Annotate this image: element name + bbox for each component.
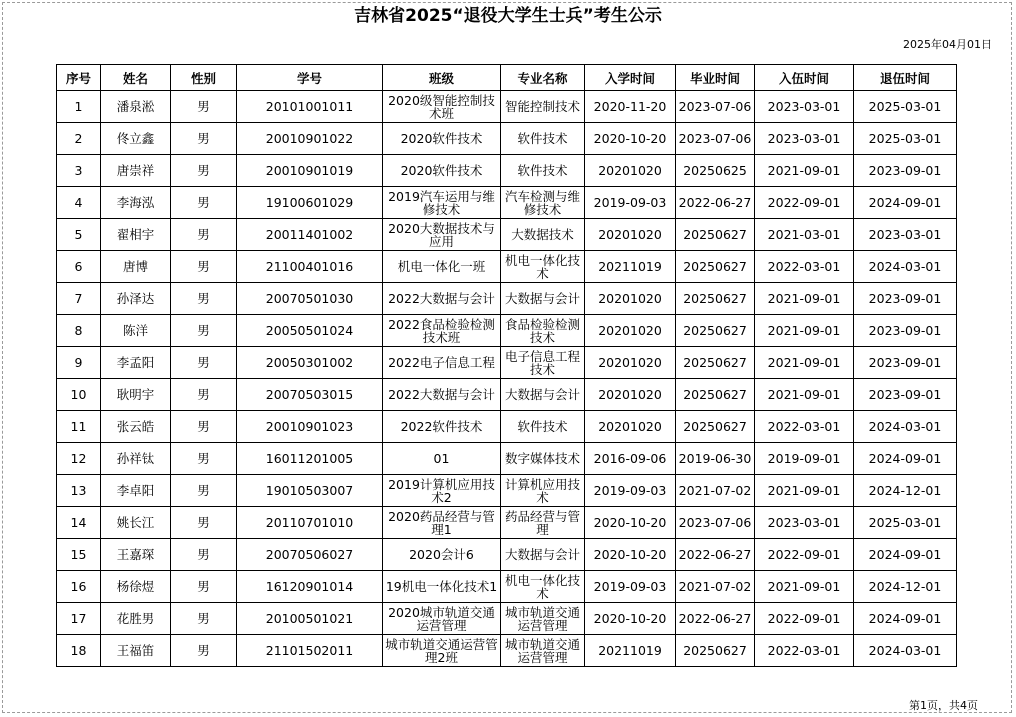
cell-student-id: 16011201005 bbox=[237, 443, 383, 475]
cell-gender: 男 bbox=[171, 315, 237, 347]
cell-name: 陈洋 bbox=[101, 315, 171, 347]
cell-gender: 男 bbox=[171, 347, 237, 379]
cell-enlist-date: 2021-09-01 bbox=[755, 475, 854, 507]
cell-gender: 男 bbox=[171, 155, 237, 187]
cell-index: 9 bbox=[57, 347, 101, 379]
cell-discharge-date: 2024-12-01 bbox=[854, 475, 957, 507]
table-row bbox=[57, 507, 957, 539]
cell-major: 数字媒体技术 bbox=[501, 443, 585, 475]
cell-major: 机电一体化技术 bbox=[501, 571, 585, 603]
cell-name: 李孟阳 bbox=[101, 347, 171, 379]
header-col-gender: 性别 bbox=[171, 65, 237, 91]
cell-enlist-date: 2022-09-01 bbox=[755, 539, 854, 571]
cell-enroll-date: 2019-09-03 bbox=[585, 475, 676, 507]
cell-index: 10 bbox=[57, 379, 101, 411]
cell-discharge-date: 2024-03-01 bbox=[854, 411, 957, 443]
cell-grad-date: 2021-07-02 bbox=[676, 475, 755, 507]
cell-index: 18 bbox=[57, 635, 101, 667]
cell-grad-date: 2021-07-02 bbox=[676, 571, 755, 603]
table-row bbox=[57, 251, 957, 283]
cell-class: 2020级智能控制技术班 bbox=[383, 91, 501, 123]
cell-name: 潘泉淞 bbox=[101, 91, 171, 123]
cell-major: 药品经营与管理 bbox=[501, 507, 585, 539]
cell-enroll-date: 2020-11-20 bbox=[585, 91, 676, 123]
cell-class: 2020药品经营与管理1 bbox=[383, 507, 501, 539]
cell-index: 15 bbox=[57, 539, 101, 571]
cell-student-id: 20010901022 bbox=[237, 123, 383, 155]
cell-index: 8 bbox=[57, 315, 101, 347]
table-row bbox=[57, 603, 957, 635]
cell-gender: 男 bbox=[171, 475, 237, 507]
cell-index: 11 bbox=[57, 411, 101, 443]
cell-class: 2020软件技术 bbox=[383, 155, 501, 187]
cell-enroll-date: 20201020 bbox=[585, 379, 676, 411]
cell-enlist-date: 2021-03-01 bbox=[755, 219, 854, 251]
cell-enlist-date: 2022-03-01 bbox=[755, 635, 854, 667]
cell-grad-date: 20250625 bbox=[676, 155, 755, 187]
cell-name: 耿明宇 bbox=[101, 379, 171, 411]
cell-enroll-date: 2019-09-03 bbox=[585, 571, 676, 603]
table-row bbox=[57, 539, 957, 571]
cell-name: 杨徐煜 bbox=[101, 571, 171, 603]
cell-discharge-date: 2023-09-01 bbox=[854, 155, 957, 187]
cell-student-id: 16120901014 bbox=[237, 571, 383, 603]
header-col-class: 班级 bbox=[383, 65, 501, 91]
cell-name: 佟立鑫 bbox=[101, 123, 171, 155]
cell-major: 大数据与会计 bbox=[501, 379, 585, 411]
cell-grad-date: 20250627 bbox=[676, 219, 755, 251]
table-row bbox=[57, 635, 957, 667]
cell-grad-date: 20250627 bbox=[676, 347, 755, 379]
cell-student-id: 20011401002 bbox=[237, 219, 383, 251]
header-col-discharge-date: 退伍时间 bbox=[854, 65, 957, 91]
cell-enroll-date: 20201020 bbox=[585, 411, 676, 443]
cell-discharge-date: 2023-09-01 bbox=[854, 347, 957, 379]
cell-discharge-date: 2024-09-01 bbox=[854, 603, 957, 635]
table-row bbox=[57, 219, 957, 251]
publish-date: 2025年04月01日 bbox=[903, 38, 992, 51]
cell-class: 2020会计6 bbox=[383, 539, 501, 571]
cell-name: 唐崇祥 bbox=[101, 155, 171, 187]
cell-enlist-date: 2021-09-01 bbox=[755, 571, 854, 603]
cell-class: 2022大数据与会计 bbox=[383, 283, 501, 315]
cell-index: 5 bbox=[57, 219, 101, 251]
cell-major: 软件技术 bbox=[501, 123, 585, 155]
cell-student-id: 19010503007 bbox=[237, 475, 383, 507]
cell-student-id: 20010901023 bbox=[237, 411, 383, 443]
cell-enroll-date: 20201020 bbox=[585, 315, 676, 347]
cell-discharge-date: 2025-03-01 bbox=[854, 123, 957, 155]
cell-gender: 男 bbox=[171, 507, 237, 539]
cell-gender: 男 bbox=[171, 635, 237, 667]
table-row bbox=[57, 379, 957, 411]
cell-discharge-date: 2023-09-01 bbox=[854, 379, 957, 411]
cell-class: 01 bbox=[383, 443, 501, 475]
cell-grad-date: 2022-06-27 bbox=[676, 187, 755, 219]
cell-class: 2022软件技术 bbox=[383, 411, 501, 443]
cell-index: 13 bbox=[57, 475, 101, 507]
cell-grad-date: 2023-07-06 bbox=[676, 123, 755, 155]
cell-class: 2020软件技术 bbox=[383, 123, 501, 155]
cell-gender: 男 bbox=[171, 539, 237, 571]
cell-gender: 男 bbox=[171, 571, 237, 603]
header-col-name: 姓名 bbox=[101, 65, 171, 91]
cell-enroll-date: 2020-10-20 bbox=[585, 603, 676, 635]
cell-enlist-date: 2021-09-01 bbox=[755, 347, 854, 379]
cell-discharge-date: 2024-09-01 bbox=[854, 443, 957, 475]
table-row bbox=[57, 315, 957, 347]
cell-major: 大数据与会计 bbox=[501, 539, 585, 571]
table-row bbox=[57, 347, 957, 379]
cell-grad-date: 2023-07-06 bbox=[676, 91, 755, 123]
cell-gender: 男 bbox=[171, 187, 237, 219]
cell-grad-date: 20250627 bbox=[676, 379, 755, 411]
header-col-student-id: 学号 bbox=[237, 65, 383, 91]
table-row bbox=[57, 91, 957, 123]
cell-name: 王嘉琛 bbox=[101, 539, 171, 571]
header-col-enlist-date: 入伍时间 bbox=[755, 65, 854, 91]
cell-gender: 男 bbox=[171, 411, 237, 443]
cell-student-id: 20070503015 bbox=[237, 379, 383, 411]
cell-class: 2019汽车运用与维修技术 bbox=[383, 187, 501, 219]
cell-discharge-date: 2025-03-01 bbox=[854, 507, 957, 539]
cell-enlist-date: 2023-03-01 bbox=[755, 507, 854, 539]
cell-gender: 男 bbox=[171, 379, 237, 411]
cell-student-id: 20070501030 bbox=[237, 283, 383, 315]
cell-enroll-date: 20211019 bbox=[585, 635, 676, 667]
cell-index: 3 bbox=[57, 155, 101, 187]
cell-enlist-date: 2023-03-01 bbox=[755, 91, 854, 123]
page-number: 第1页，共4页 bbox=[909, 699, 978, 712]
cell-major: 智能控制技术 bbox=[501, 91, 585, 123]
cell-discharge-date: 2024-09-01 bbox=[854, 187, 957, 219]
cell-grad-date: 2022-06-27 bbox=[676, 539, 755, 571]
cell-name: 李海泓 bbox=[101, 187, 171, 219]
cell-index: 1 bbox=[57, 91, 101, 123]
cell-gender: 男 bbox=[171, 219, 237, 251]
cell-class: 2022电子信息工程 bbox=[383, 347, 501, 379]
cell-discharge-date: 2024-03-01 bbox=[854, 635, 957, 667]
cell-index: 4 bbox=[57, 187, 101, 219]
table-row bbox=[57, 411, 957, 443]
cell-enlist-date: 2019-09-01 bbox=[755, 443, 854, 475]
cell-discharge-date: 2025-03-01 bbox=[854, 91, 957, 123]
cell-discharge-date: 2023-09-01 bbox=[854, 283, 957, 315]
table-header-row bbox=[57, 65, 957, 91]
cell-major: 大数据技术 bbox=[501, 219, 585, 251]
cell-enlist-date: 2021-09-01 bbox=[755, 315, 854, 347]
cell-index: 2 bbox=[57, 123, 101, 155]
cell-major: 食品检验检测技术 bbox=[501, 315, 585, 347]
cell-student-id: 21101502011 bbox=[237, 635, 383, 667]
cell-grad-date: 20250627 bbox=[676, 283, 755, 315]
table-row bbox=[57, 475, 957, 507]
cell-index: 16 bbox=[57, 571, 101, 603]
cell-name: 花胜男 bbox=[101, 603, 171, 635]
table-body bbox=[57, 91, 957, 667]
cell-student-id: 20100501021 bbox=[237, 603, 383, 635]
cell-name: 唐博 bbox=[101, 251, 171, 283]
cell-major: 计算机应用技术 bbox=[501, 475, 585, 507]
cell-gender: 男 bbox=[171, 251, 237, 283]
cell-discharge-date: 2023-03-01 bbox=[854, 219, 957, 251]
cell-class: 2022食品检验检测技术班 bbox=[383, 315, 501, 347]
cell-gender: 男 bbox=[171, 283, 237, 315]
cell-gender: 男 bbox=[171, 443, 237, 475]
cell-enroll-date: 20201020 bbox=[585, 155, 676, 187]
cell-index: 14 bbox=[57, 507, 101, 539]
cell-class: 2020大数据技术与应用 bbox=[383, 219, 501, 251]
cell-index: 17 bbox=[57, 603, 101, 635]
cell-class: 2019计算机应用技术2 bbox=[383, 475, 501, 507]
cell-enlist-date: 2021-09-01 bbox=[755, 379, 854, 411]
cell-name: 张云皓 bbox=[101, 411, 171, 443]
table-row bbox=[57, 187, 957, 219]
cell-index: 12 bbox=[57, 443, 101, 475]
roster-table bbox=[56, 64, 957, 667]
cell-enlist-date: 2023-03-01 bbox=[755, 123, 854, 155]
cell-class: 城市轨道交通运营管理2班 bbox=[383, 635, 501, 667]
cell-enroll-date: 20201020 bbox=[585, 347, 676, 379]
cell-name: 李卓阳 bbox=[101, 475, 171, 507]
cell-enroll-date: 2016-09-06 bbox=[585, 443, 676, 475]
cell-student-id: 20070506027 bbox=[237, 539, 383, 571]
cell-student-id: 19100601029 bbox=[237, 187, 383, 219]
table-row bbox=[57, 283, 957, 315]
cell-gender: 男 bbox=[171, 603, 237, 635]
cell-major: 机电一体化技术 bbox=[501, 251, 585, 283]
cell-student-id: 21100401016 bbox=[237, 251, 383, 283]
cell-discharge-date: 2024-03-01 bbox=[854, 251, 957, 283]
cell-enroll-date: 2020-10-20 bbox=[585, 539, 676, 571]
cell-grad-date: 2022-06-27 bbox=[676, 603, 755, 635]
cell-enlist-date: 2022-09-01 bbox=[755, 603, 854, 635]
cell-enlist-date: 2022-09-01 bbox=[755, 187, 854, 219]
cell-enroll-date: 2020-10-20 bbox=[585, 507, 676, 539]
cell-major: 大数据与会计 bbox=[501, 283, 585, 315]
cell-class: 19机电一体化技术1 bbox=[383, 571, 501, 603]
cell-major: 汽车检测与维修技术 bbox=[501, 187, 585, 219]
cell-enroll-date: 20201020 bbox=[585, 219, 676, 251]
cell-name: 孙泽达 bbox=[101, 283, 171, 315]
cell-discharge-date: 2023-09-01 bbox=[854, 315, 957, 347]
table-row bbox=[57, 571, 957, 603]
cell-grad-date: 20250627 bbox=[676, 251, 755, 283]
cell-enlist-date: 2021-09-01 bbox=[755, 155, 854, 187]
cell-major: 软件技术 bbox=[501, 155, 585, 187]
cell-gender: 男 bbox=[171, 91, 237, 123]
cell-student-id: 20050301002 bbox=[237, 347, 383, 379]
cell-name: 姚长江 bbox=[101, 507, 171, 539]
cell-enroll-date: 20201020 bbox=[585, 283, 676, 315]
table-row bbox=[57, 123, 957, 155]
cell-index: 6 bbox=[57, 251, 101, 283]
header-col-enroll-date: 入学时间 bbox=[585, 65, 676, 91]
cell-grad-date: 2019-06-30 bbox=[676, 443, 755, 475]
header-col-major: 专业名称 bbox=[501, 65, 585, 91]
cell-enlist-date: 2021-09-01 bbox=[755, 283, 854, 315]
cell-name: 孙祥钛 bbox=[101, 443, 171, 475]
cell-major: 城市轨道交通运营管理 bbox=[501, 603, 585, 635]
cell-grad-date: 20250627 bbox=[676, 315, 755, 347]
cell-discharge-date: 2024-09-01 bbox=[854, 539, 957, 571]
cell-enroll-date: 2019-09-03 bbox=[585, 187, 676, 219]
header-col-grad-date: 毕业时间 bbox=[676, 65, 755, 91]
cell-enlist-date: 2022-03-01 bbox=[755, 411, 854, 443]
cell-class: 机电一体化一班 bbox=[383, 251, 501, 283]
cell-student-id: 20101001011 bbox=[237, 91, 383, 123]
cell-major: 电子信息工程技术 bbox=[501, 347, 585, 379]
table-row bbox=[57, 443, 957, 475]
cell-major: 城市轨道交通运营管理 bbox=[501, 635, 585, 667]
cell-gender: 男 bbox=[171, 123, 237, 155]
cell-enlist-date: 2022-03-01 bbox=[755, 251, 854, 283]
cell-class: 2020城市轨道交通运营管理 bbox=[383, 603, 501, 635]
cell-name: 翟相宇 bbox=[101, 219, 171, 251]
cell-discharge-date: 2024-12-01 bbox=[854, 571, 957, 603]
cell-student-id: 20010901019 bbox=[237, 155, 383, 187]
cell-major: 软件技术 bbox=[501, 411, 585, 443]
header-col-index: 序号 bbox=[57, 65, 101, 91]
cell-class: 2022大数据与会计 bbox=[383, 379, 501, 411]
cell-grad-date: 20250627 bbox=[676, 411, 755, 443]
cell-student-id: 20050501024 bbox=[237, 315, 383, 347]
cell-grad-date: 2023-07-06 bbox=[676, 507, 755, 539]
cell-enroll-date: 20211019 bbox=[585, 251, 676, 283]
cell-index: 7 bbox=[57, 283, 101, 315]
cell-enroll-date: 2020-10-20 bbox=[585, 123, 676, 155]
cell-student-id: 20110701010 bbox=[237, 507, 383, 539]
table-row bbox=[57, 155, 957, 187]
page-title: 吉林省2025“退役大学生士兵”考生公示 bbox=[354, 6, 662, 26]
cell-name: 王福笛 bbox=[101, 635, 171, 667]
cell-grad-date: 20250627 bbox=[676, 635, 755, 667]
